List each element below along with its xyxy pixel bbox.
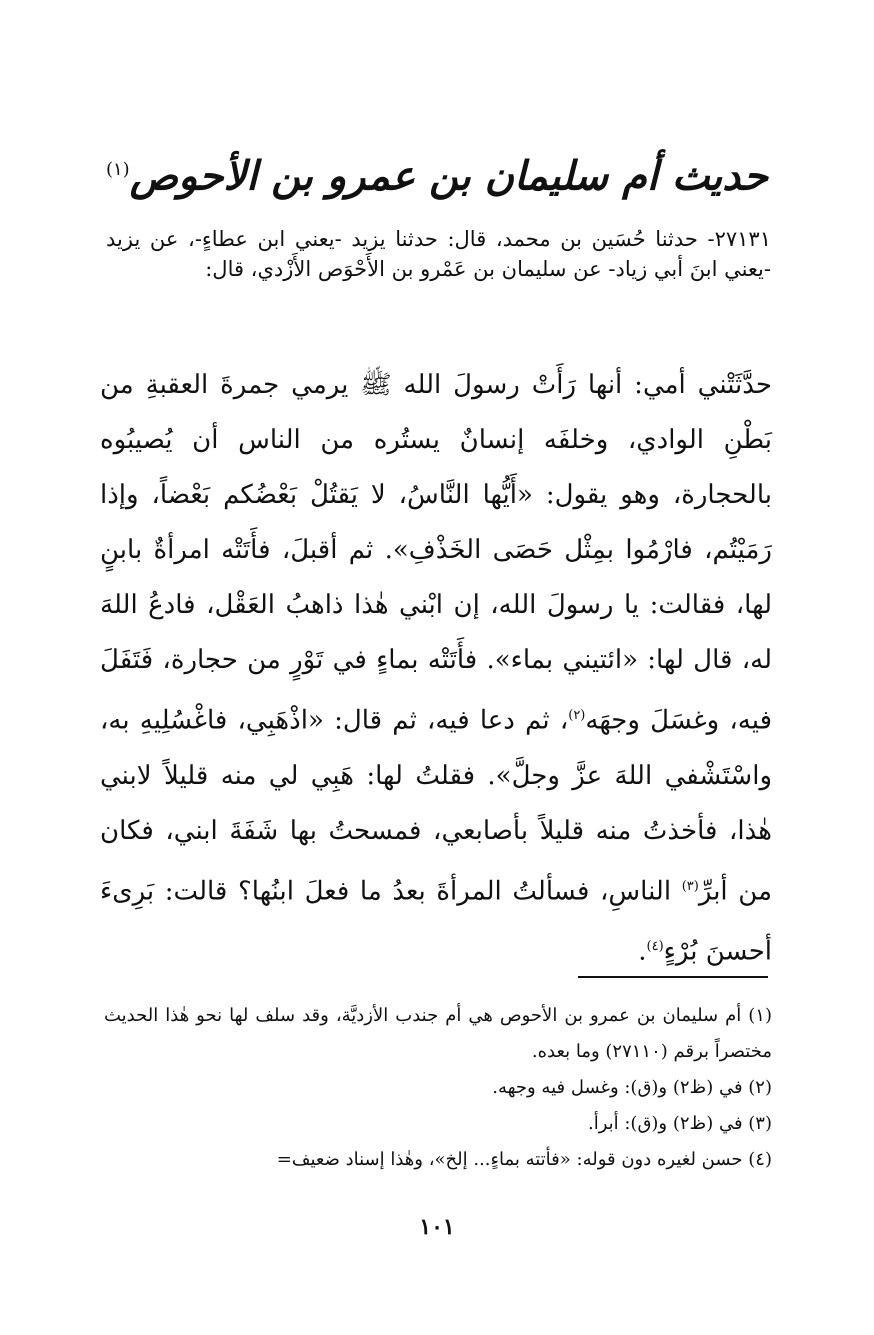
footnote-2: (٢) في (ظ٢) و(ق): وغسل فيه وجهه.: [492, 1077, 772, 1098]
footnote-4: (٤) حسن لغيره دون قوله: «فأتته بماءٍ... إلخ»، وهٰذا إسناد ضعيف=: [276, 1149, 772, 1170]
hadith-text-part-1: حدَّثَتْني أمي: أنها رَأَتْ رسولَ الله ﷺ يرمي جمرةَ العقبةِ من بَطْنِ الوادي، وخلفَه إنسانٌ يستُره من الناس أن يُصيبُوه بالحجارة، وهو يقول: «أَيُّها النَّاسُ، لا يَقتُلْ بَعْضُكم بَعْضاً، وإذا رَمَيْتُم، فارْمُوا بمِثْل حَصَى الخَذْفِ». ثم أقبلَ، فأَتَتْه امرأةٌ بابنٍ لها، فقالت: يا رسولَ الله، إن ابْني هٰذا ذاهبُ العَقْل، فادعُ اللهَ له، قال لها: «ائتيني بماء». فأَتَتْه بماءٍ في تَوْرٍ من حجارة، فَتَفَلَ فيه، وغسَلَ وجهَه: [100, 370, 772, 736]
chapter-title-footnote-ref: (١): [105, 159, 130, 180]
hadith-isnad: ٢٧١٣١- حدثنا حُسَين بن محمد، قال: حدثنا يزيد -يعني ابن عطاءٍ-، عن يزيد -يعني ابنَ أبي زياد- عن سليمان بن عَمْرو بن الأَحْوَص الأَزْدي، قال:: [106, 227, 771, 281]
footnotes: [104, 998, 772, 1178]
hadith-text-end: .: [638, 936, 647, 967]
footnote-3: (٣) في (ظ٢) و(ق): أبرأ.: [587, 1113, 772, 1134]
footnote-ref-3: (٣): [681, 878, 699, 894]
footnote-ref-4: (٤): [646, 939, 664, 955]
footnote-separator: [578, 976, 768, 978]
chapter-title: [0, 140, 874, 206]
hadith-matn: [100, 358, 772, 980]
chapter-title-text: حديث أم سليمان بن عمرو بن الأحوص: [129, 152, 769, 200]
hadith-text-part-2: ، ثم دعا فيه، ثم قال: «اذْهَبِي، فاغْسُلِيهِ به، واسْتَشْفي اللهَ عزَّ وجلَّ». فقلتُ لها: هَبِي لي منه قليلاً لابني هٰذا، فأخذتُ منه قليلاً بأصابعي، فمسحتُ بها شَفَةَ ابني، فكان من أبرِّ: [100, 705, 772, 907]
footnote-ref-2: (٢): [568, 708, 586, 723]
page-number: ١٠١: [419, 1214, 455, 1240]
footnote-1: (١) أم سليمان بن عمرو بن الأحوص هي أم جندب الأزديَّة، وقد سلف لها نحو هٰذا الحديث مختصراً برقم (٢٧١١٠) وما بعده.: [104, 1005, 772, 1062]
hadith-text-part-3: الناسِ، فسألتُ المرأةَ بعدُ ما فعلَ ابنُها؟ قالت: بَرِىءَ أحسنَ بُرْءٍ: [100, 876, 772, 967]
